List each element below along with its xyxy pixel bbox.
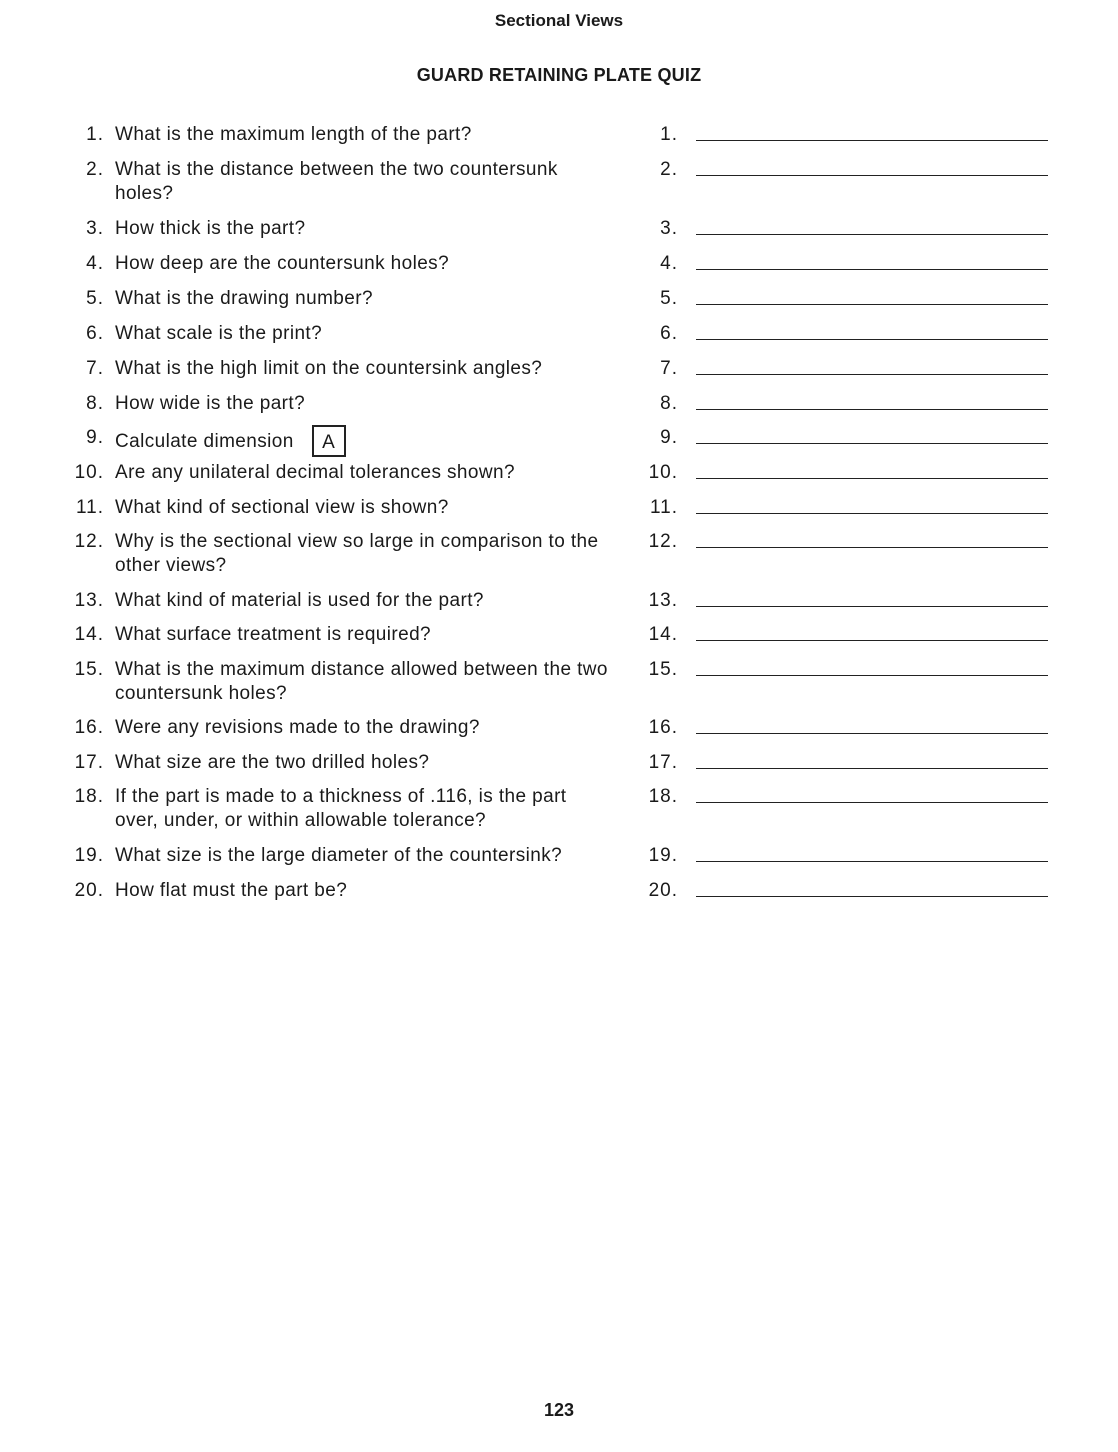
answer-line[interactable] (696, 374, 1048, 375)
answer-number: 4. (660, 253, 678, 274)
answer-line[interactable] (696, 409, 1048, 410)
question-number: 5. (86, 288, 104, 309)
answer-line[interactable] (696, 234, 1048, 235)
section-header: Sectional Views (494, 11, 624, 30)
question-text: What size are the two drilled holes? (115, 752, 430, 773)
question-number: 1. (86, 124, 104, 145)
question-number: 9. (86, 427, 104, 448)
page-number: 123 (543, 1400, 575, 1420)
question-row (0, 785, 1118, 845)
question-number: 6. (86, 323, 104, 344)
answer-line[interactable] (696, 896, 1048, 897)
answer-line[interactable] (696, 640, 1048, 641)
answer-number: 2. (660, 159, 678, 180)
question-text: How thick is the part? (115, 218, 306, 239)
question-text: What kind of material is used for the part? (115, 590, 484, 611)
answer-line[interactable] (696, 802, 1048, 803)
question-number: 10. (74, 462, 104, 483)
question-text: What kind of sectional view is shown? (115, 497, 449, 518)
question-row (0, 530, 1118, 590)
question-number: 2. (86, 159, 104, 180)
question-number: 18. (74, 786, 104, 807)
answer-number: 10. (648, 462, 678, 483)
question-text: Were any revisions made to the drawing? (115, 717, 480, 738)
answer-number: 20. (648, 880, 678, 901)
answer-number: 13. (648, 590, 678, 611)
question-number: 4. (86, 253, 104, 274)
question-number: 14. (74, 624, 104, 645)
question-number: 13. (74, 590, 104, 611)
question-text: How deep are the countersunk holes? (115, 253, 450, 274)
answer-number: 11. (649, 497, 678, 518)
answer-number: 3. (660, 218, 678, 239)
answer-line[interactable] (696, 513, 1048, 514)
question-text-with-box (115, 426, 615, 458)
question-row (0, 158, 1118, 218)
answer-number: 12. (648, 531, 678, 552)
question-number: 17. (74, 752, 104, 773)
answer-line[interactable] (696, 675, 1048, 676)
question-number: 16. (74, 717, 104, 738)
question-text: What is the maximum distance allowed between the two countersunk holes? (115, 659, 608, 704)
answer-number: 5. (660, 288, 678, 309)
question-text: If the part is made to a thickness of .116, is the part over, under, or within allowable tolerance? (115, 786, 567, 831)
answer-number: 18. (648, 786, 678, 807)
question-number: 8. (86, 393, 104, 414)
answer-number: 7. (660, 358, 678, 379)
question-number: 15. (74, 659, 104, 680)
dimension-box-label: A (312, 425, 346, 457)
answer-number: 6. (660, 323, 678, 344)
question-text: What is the drawing number? (115, 288, 373, 309)
question-row (0, 658, 1118, 718)
question-number: 20. (74, 880, 104, 901)
question-number: 19. (74, 845, 104, 866)
question-text: What scale is the print? (115, 323, 323, 344)
answer-number: 14. (648, 624, 678, 645)
question-text: What is the high limit on the countersink angles? (115, 358, 543, 379)
answer-line[interactable] (696, 443, 1048, 444)
question-text: Why is the sectional view so large in comparison to the other views? (115, 531, 599, 576)
answer-number: 19. (648, 845, 678, 866)
answer-line[interactable] (696, 478, 1048, 479)
question-number: 3. (86, 218, 104, 239)
answer-line[interactable] (696, 140, 1048, 141)
answer-line[interactable] (696, 269, 1048, 270)
answer-line[interactable] (696, 606, 1048, 607)
question-text: What size is the large diameter of the countersink? (115, 845, 563, 866)
question-text: What surface treatment is required? (115, 624, 432, 645)
question-row (0, 879, 1118, 939)
question-number: 7. (86, 358, 104, 379)
answer-number: 16. (648, 717, 678, 738)
question-text: What is the distance between the two countersunk holes? (115, 159, 558, 204)
answer-line[interactable] (696, 175, 1048, 176)
answer-number: 9. (660, 427, 678, 448)
answer-line[interactable] (696, 861, 1048, 862)
answer-number: 8. (660, 393, 678, 414)
answer-number: 17. (648, 752, 678, 773)
question-text: What is the maximum length of the part? (115, 124, 472, 145)
answer-line[interactable] (696, 733, 1048, 734)
answer-number: 15. (648, 659, 678, 680)
question-text: How flat must the part be? (115, 880, 348, 901)
answer-line[interactable] (696, 768, 1048, 769)
answer-line[interactable] (696, 547, 1048, 548)
quiz-title: GUARD RETAINING PLATE QUIZ (416, 65, 702, 85)
question-number: 11. (75, 497, 104, 518)
question-number: 12. (74, 531, 104, 552)
answer-line[interactable] (696, 339, 1048, 340)
question-text: How wide is the part? (115, 393, 306, 414)
answer-number: 1. (660, 124, 678, 145)
answer-line[interactable] (696, 304, 1048, 305)
question-text: Calculate dimension (115, 431, 294, 453)
question-text: Are any unilateral decimal tolerances shown? (115, 462, 515, 483)
